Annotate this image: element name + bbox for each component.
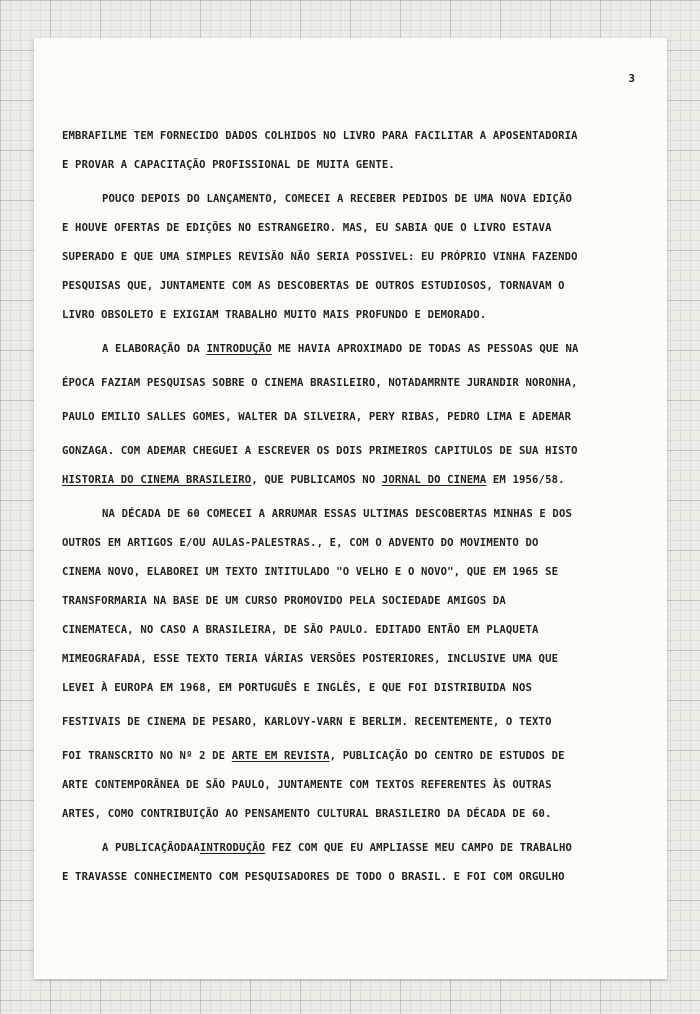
typewritten-page <box>34 38 667 979</box>
text-line: FOI TRANSCRITO NO Nº 2 DE ARTE EM REVISTA, PUBLICAÇÃO DO CENTRO DE ESTUDOS DE <box>62 750 565 762</box>
text-line: A PUBLICAÇÃODAAINTRODUÇÃO FEZ COM QUE EU AMPLIASSE MEU CAMPO DE TRABALHO <box>102 842 573 854</box>
text-line: MIMEOGRAFADA, ESSE TEXTO TERIA VÁRIAS VERSÕES POSTERIORES, INCLUSIVE UMA QUE <box>62 653 559 665</box>
text-line: E TRAVASSE CONHECIMENTO COM PESQUISADORES DE TODO O BRASIL. E FOI COM ORGULHO <box>62 871 565 883</box>
text-line: GONZAGA. COM ADEMAR CHEGUEI A ESCREVER OS DOIS PRIMEIROS CAPITULOS DE SUA HISTO <box>62 445 578 457</box>
underlined-title: ARTE EM REVISTA <box>231 750 330 762</box>
text-line: LEVEI À EUROPA EM 1968, EM PORTUGUÊS E INGLÊS, E QUE FOI DISTRIBUIDA NOS <box>62 682 533 694</box>
page-number: 3 <box>628 72 635 85</box>
underlined-title: JORNAL DO CINEMA <box>381 474 487 486</box>
text-line: FESTIVAIS DE CINEMA DE PESARO, KARLOVY-VARN E BERLIM. RECENTEMENTE, O TEXTO <box>62 716 552 728</box>
text-line: LIVRO OBSOLETO E EXIGIAM TRABALHO MUITO MAIS PROFUNDO E DEMORADO. <box>62 309 487 321</box>
body-text <box>62 122 647 892</box>
text-line: ARTE CONTEMPORÂNEA DE SÃO PAULO, JUNTAMENTE COM TEXTOS REFERENTES ÀS OUTRAS <box>62 779 552 791</box>
text-line: A ELABORAÇÃO DA INTRODUÇÃO ME HAVIA APROXIMADO DE TODAS AS PESSOAS QUE NA <box>102 343 579 355</box>
text-line: ARTES, COMO CONTRIBUIÇÃO AO PENSAMENTO CULTURAL BRASILEIRO DA DÉCADA DE 60. <box>62 808 552 820</box>
underlined-title: INTRODUÇÃO <box>199 842 266 854</box>
underlined-title: INTRODUÇÃO <box>206 343 272 355</box>
text-line: ÉPOCA FAZIAM PESQUISAS SOBRE O CINEMA BRASILEIRO, NOTADAMRNTE JURANDIR NORONHA, <box>62 377 578 389</box>
text-line: E PROVAR A CAPACITAÇÃO PROFISSIONAL DE MUITA GENTE. <box>62 159 395 171</box>
text-line: CINEMA NOVO, ELABOREI UM TEXTO INTITULADO "O VELHO E O NOVO", QUE EM 1965 SE <box>62 566 559 578</box>
text-line: EMBRAFILME TEM FORNECIDO DADOS COLHIDOS NO LIVRO PARA FACILITAR A APOSENTADORIA <box>62 130 578 142</box>
text-line: HISTORIA DO CINEMA BRASILEIRO, QUE PUBLICAMOS NO JORNAL DO CINEMA EM 1956/58. <box>62 474 565 486</box>
text-line: POUCO DEPOIS DO LANÇAMENTO, COMECEI A RECEBER PEDIDOS DE UMA NOVA EDIÇÃO <box>102 193 573 205</box>
text-line: CINEMATECA, NO CASO A BRASILEIRA, DE SÃO PAULO. EDITADO ENTÃO EM PLAQUETA <box>62 624 539 636</box>
text-line: PAULO EMILIO SALLES GOMES, WALTER DA SILVEIRA, PERY RIBAS, PEDRO LIMA E ADEMAR <box>62 411 572 423</box>
text-line: PESQUISAS QUE, JUNTAMENTE COM AS DESCOBERTAS DE OUTROS ESTUDIOSOS, TORNAVAM O <box>62 280 565 292</box>
underlined-title: HISTORIA DO CINEMA BRASILEIRO <box>62 474 252 486</box>
text-line: TRANSFORMARIA NA BASE DE UM CURSO PROMOVIDO PELA SOCIEDADE AMIGOS DA <box>62 595 506 607</box>
text-line: NA DÉCADA DE 60 COMECEI A ARRUMAR ESSAS ULTIMAS DESCOBERTAS MINHAS E DOS <box>102 508 573 520</box>
text-line: E HOUVE OFERTAS DE EDIÇÕES NO ESTRANGEIRO. MAS, EU SABIA QUE O LIVRO ESTAVA <box>62 222 552 234</box>
text-line: SUPERADO E QUE UMA SIMPLES REVISÃO NÃO SERIA POSSIVEL: EU PRÓPRIO VINHA FAZENDO <box>62 251 578 263</box>
text-line: OUTROS EM ARTIGOS E/OU AULAS-PALESTRAS., E, COM O ADVENTO DO MOVIMENTO DO <box>62 537 539 549</box>
